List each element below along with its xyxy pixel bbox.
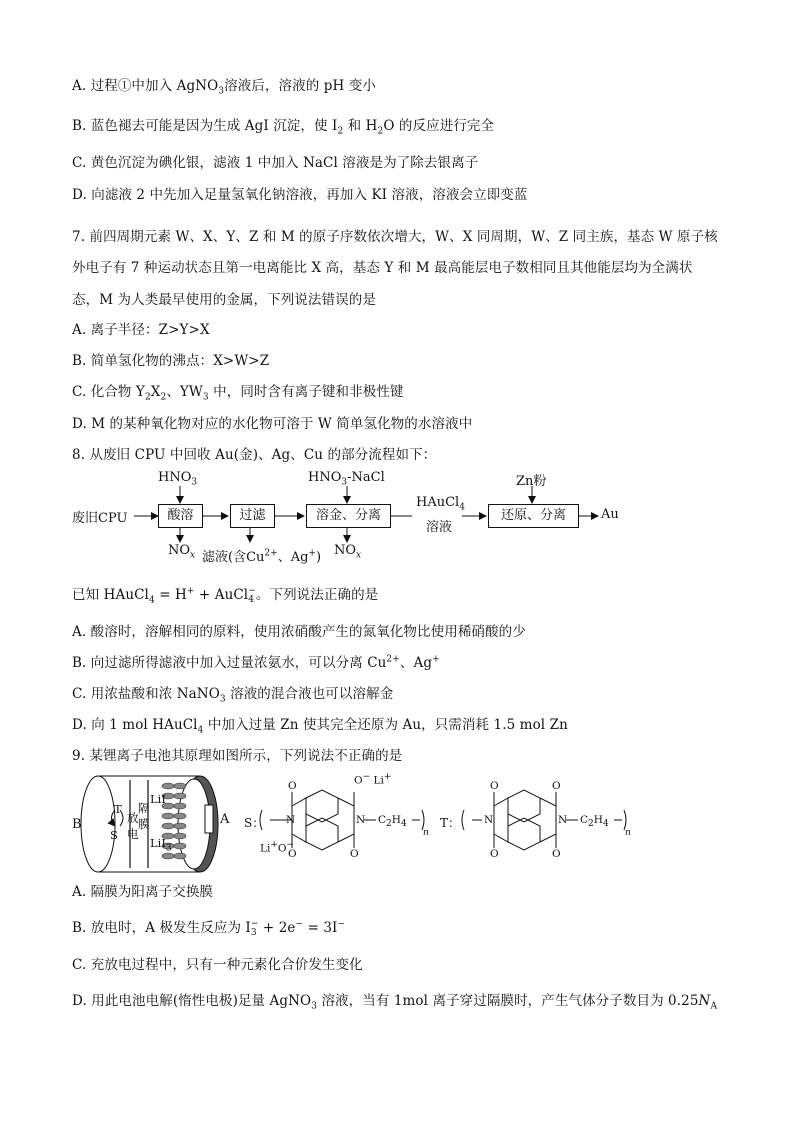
q8-known-equation: 已知 HAuCl$_4$ = H+ + AuCl − 4 。下列说法正确的是 — [72, 585, 379, 606]
q8-option-c: C. 用浓盐酸和浓 NaNO$_3$ 溶液的混合液也可以溶解金 — [72, 686, 394, 705]
q6-option-d: D. 向滤液 2 中先加入足量氢氧化钠溶液，再加入 KI 溶液，溶液会立即变蓝 — [72, 187, 528, 203]
molecule-s-label: S： — [244, 816, 265, 830]
separator-label-1: 隔 — [138, 801, 150, 815]
q6-option-c: C. 黄色沉淀为碘化银，滤液 1 中加入 NaCl 溶液是为了除去银离子 — [72, 155, 479, 171]
q9-option-b: B. 放电时，A 极发生反应为 I − 3 + 2e− = 3I− — [72, 918, 346, 938]
s-lio-left: Li+O− — [260, 840, 295, 855]
molecule-t — [440, 770, 631, 870]
discharge-label-1: 放 — [127, 811, 139, 825]
flow-byproduct-nox-1: $NO_x$ — [168, 543, 196, 561]
t-o-bottom-right: O — [552, 848, 561, 860]
s-label: S — [110, 828, 118, 842]
flow-solution-label: 溶液 — [426, 520, 453, 535]
flow-haucl4-label: HAuCl$_4$ — [416, 495, 465, 513]
s-ethylene-chain: $C_2H_4$ — [378, 814, 407, 830]
t-n-right: N — [558, 814, 568, 826]
flow-step-filter: 过滤 — [230, 504, 275, 528]
molecule-t-label: T： — [440, 816, 461, 830]
q9-option-a: A. 隔膜为阳离子交换膜 — [72, 884, 214, 900]
battery-diagram — [70, 770, 250, 878]
q6-option-a: A. 过程①中加入 AgNO$_3$溶液后，溶液的 pH 变小 — [72, 78, 376, 97]
s-oli-top-right: O− Li+ — [354, 772, 392, 787]
s-n-left: N — [286, 814, 296, 826]
q7-stem-line1: 7. 前四周期元素 W、X、Y、Z 和 M 的原子序数依次增大，W、X 同周期，W、Z 同主族，基态 W 原子核 — [72, 229, 718, 245]
t-label: T — [114, 802, 122, 816]
q7-stem-line3: 态，M 为人类最早使用的金属，下列说法错误的是 — [72, 292, 376, 308]
t-n-left: N — [484, 814, 494, 826]
q7-option-b: B. 简单氢化物的沸点：X>W>Z — [72, 353, 270, 369]
t-o-bottom-left: O — [490, 848, 499, 860]
q8-stem: 8. 从废旧 CPU 中回收 Au(金)、Ag、Cu 的部分流程如下： — [72, 447, 437, 463]
flow-reagent-hno3: $HNO_3$ — [158, 470, 198, 488]
q9-stem: 9. 某锂离子电池其原理如图所示，下列说法不正确的是 — [72, 748, 403, 764]
q9-option-d: D. 用此电池电解(惰性电极)足量 AgNO$_3$ 溶液，当有 1mol 离子穿过隔膜时，产生气体分子数目为 $0.25N_A$ — [72, 993, 718, 1012]
q7-stem-line2: 外电子有 7 种运动状态且第一电离能比 X 高，基态 Y 和 M 最高能层电子数相同且其他能层均为全满状 — [72, 260, 693, 276]
flow-start-label: 废旧CPU — [72, 511, 128, 526]
s-o-top-left: O — [288, 780, 297, 792]
q7-option-a: A. 离子半径：Z>Y>X — [72, 322, 210, 338]
q7-option-d: D. M 的某种氧化物对应的水化物可溶于 W 简单氢化物的水溶液中 — [72, 416, 473, 432]
q7-option-c: C. 化合物 $Y_2X_2$、$YW_3$ 中，同时含有离子键和非极性键 — [72, 384, 404, 403]
lii3-label: LiI$_3$ — [150, 836, 172, 854]
t-o-top-left: O — [490, 780, 499, 792]
flow-reagent-zn: Zn粉 — [516, 474, 547, 489]
flow-end-au: Au — [601, 507, 619, 522]
flow-step-reduce-separate: 还原、分离 — [488, 504, 579, 528]
q9-option-c: C. 充放电过程中，只有一种元素化合价发生变化 — [72, 957, 363, 973]
s-n-right: N — [356, 814, 366, 826]
process-flow-diagram — [70, 466, 630, 565]
q8-option-d: D. 向 1 mol HAuCl$_4$ 中加入过量 Zn 使其完全还原为 Au，只需消耗 1.5 mol Zn — [72, 717, 568, 736]
t-ethylene-chain: $C_2H_4$ — [580, 814, 609, 830]
separator-label-2: 膜 — [138, 817, 150, 831]
q8-option-b: B. 向过滤所得滤液中加入过量浓氨水，可以分离 $Cu^{2+}$、Ag+ — [72, 654, 440, 671]
electrode-b-label: B — [72, 817, 82, 832]
s-o-bottom-right: O — [350, 848, 359, 860]
discharge-label-2: 电 — [127, 827, 139, 841]
flow-reagent-hno3-nacl: $HNO_3$-NaCl — [308, 470, 385, 488]
flow-filtrate-label: 滤液(含$Cu^{2+}$、Ag+) — [202, 548, 322, 565]
flow-step-dissolve-gold-separate: 溶金、分离 — [306, 504, 391, 528]
electrode-a-label: A — [220, 812, 230, 827]
flow-byproduct-nox-2: $NO_x$ — [334, 543, 362, 561]
t-n-subscript: n — [625, 828, 631, 838]
s-o-bottom-left: O — [288, 848, 297, 860]
q8-option-a: A. 酸溶时，溶解相同的原料，使用浓硝酸产生的氮氧化物比使用稀硝酸的少 — [72, 624, 526, 640]
flow-step-acid-dissolve: 酸溶 — [158, 504, 203, 528]
q6-option-b: B. 蓝色褪去可能是因为生成 AgI 沉淀，使 $I_2$ 和 $H_2O$ 的反应进行完全 — [72, 118, 495, 137]
s-n-subscript: n — [423, 828, 429, 838]
t-o-top-right: O — [552, 780, 561, 792]
molecule-s — [244, 770, 429, 870]
lii-label: LiI — [150, 792, 166, 806]
